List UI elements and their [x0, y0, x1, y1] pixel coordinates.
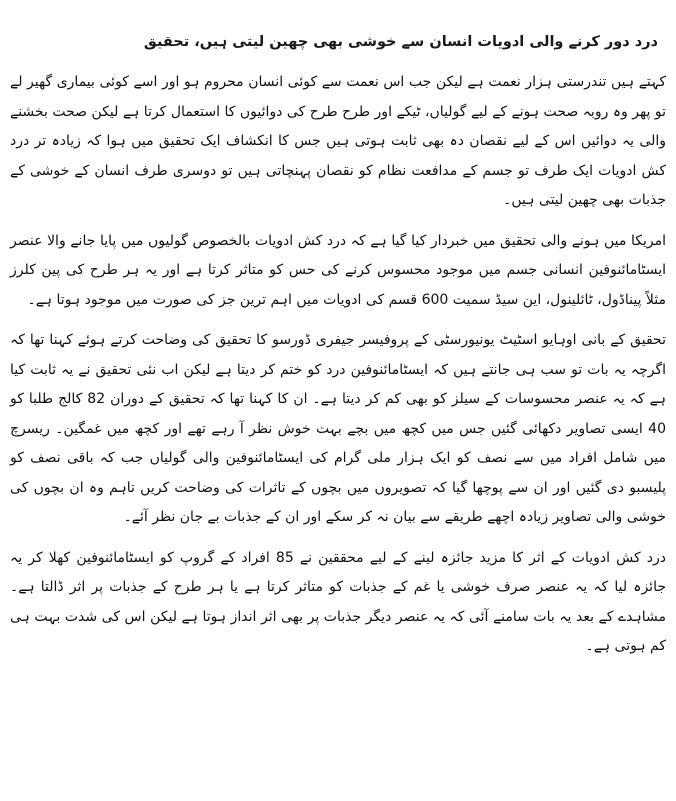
article-paragraph-2: امریکا میں ہونے والی تحقیق میں خبردار کیا گیا ہے کہ درد کش ادویات بالخصوص گولیوں میں پایا جانے والا عنصر ایسٹامائنوفین انسانی جسم میں موجود محسوس کرنے کی حس کو متاثر کرتا ہے اور یہ ہر طرح کی پین کلرز مثلاً پیناڈول، ٹائلینول، این سیڈ سمیت 600 قسم کی ادویات میں اہم ترین جز کی صورت میں موجود ہوتا ہے۔	[10, 232, 666, 308]
article-paragraph-4: درد کش ادویات کے اثر کا مزید جائزہ لینے کے لیے محققین نے 85 افراد کے گروپ کو ایسٹامائنوفین کھلا کر یہ جائزہ لیا کہ یہ عنصر صرف خوشی یا غم کے جذبات کو متاثر کرتا ہے یا ہر طرح کے جذبات پر اثر ڈالتا ہے۔ مشاہدے کے بعد یہ بات سامنے آئی کہ یہ عنصر دیگر جذبات پر بھی اثر انداز ہوتا ہے لیکن اس کی شدت بہت ہی کم ہوتی ہے۔	[10, 549, 666, 654]
article-headline: درد دور کرنے والی ادویات انسان سے خوشی بھی چھین لیتی ہیں، تحقیق	[143, 34, 658, 50]
article-paragraph-3: تحقیق کے بانی اوہایو اسٹیٹ یونیورسٹی کے پروفیسر جیفری ڈورسو کا تحقیق کی وضاحت کرتے ہوئے کہنا تھا کہ اگرچہ یہ بات تو سب ہی جانتے ہیں کہ ایسٹامائنوفین درد کو ختم کر دیتا ہے لیکن اب نئی تحقیق نے یہ ثابت کیا ہے کہ یہ عنصر محسوسات کے سیلز کو بھی کم کر دیتا ہے۔ ان کا کہنا تھا کہ تحقیق کے دوران 82 کالج طلبا کو 40 ایسی تصاویر دکھائی گئیں جس میں کچھ میں بچے بہت خوش نظر آ رہے تھے اور کچھ میں غمگین۔ ریسرچ میں شامل افراد میں سے نصف کو ایک ہزار ملی گرام کی ایسٹامائنوفین والی گولیاں جب کہ باقی نصف کو پلیسبو دی گئیں اور ان سے پوچھا گیا کہ تصویروں میں بچوں کے تاثرات کی وضاحت کریں تاہم وہ ان بچوں کی خوشی والی تصاویر زیادہ اچھے طریقے سے بیان نہ کر سکے اور ان کے جذبات بے جان نظر آئے۔	[10, 332, 666, 525]
article-paragraph-1: کہتے ہیں تندرستی ہزار نعمت ہے لیکن جب اس نعمت سے کوئی انسان محروم ہو اور اسے کوئی بیماری گھیر لے تو پھر وہ روبہ صحت ہونے کے لیے گولیاں، ٹیکے اور طرح طرح کی دوائیوں کا استعمال کرتا ہے لیکن صحت بخشنے والی یہ دوائیں اس کے لیے نقصان دہ بھی ثابت ہوتی ہیں جس کا انکشاف ایک تحقیق میں ہوا کہ زیادہ تر درد کش ادویات ایک طرف تو جسم کے مدافعت نظام کو نقصان پہنچاتی ہیں تو دوسری طرف انسان کے خوشی کے جذبات بھی چھین لیتی ہیں۔	[10, 74, 666, 208]
